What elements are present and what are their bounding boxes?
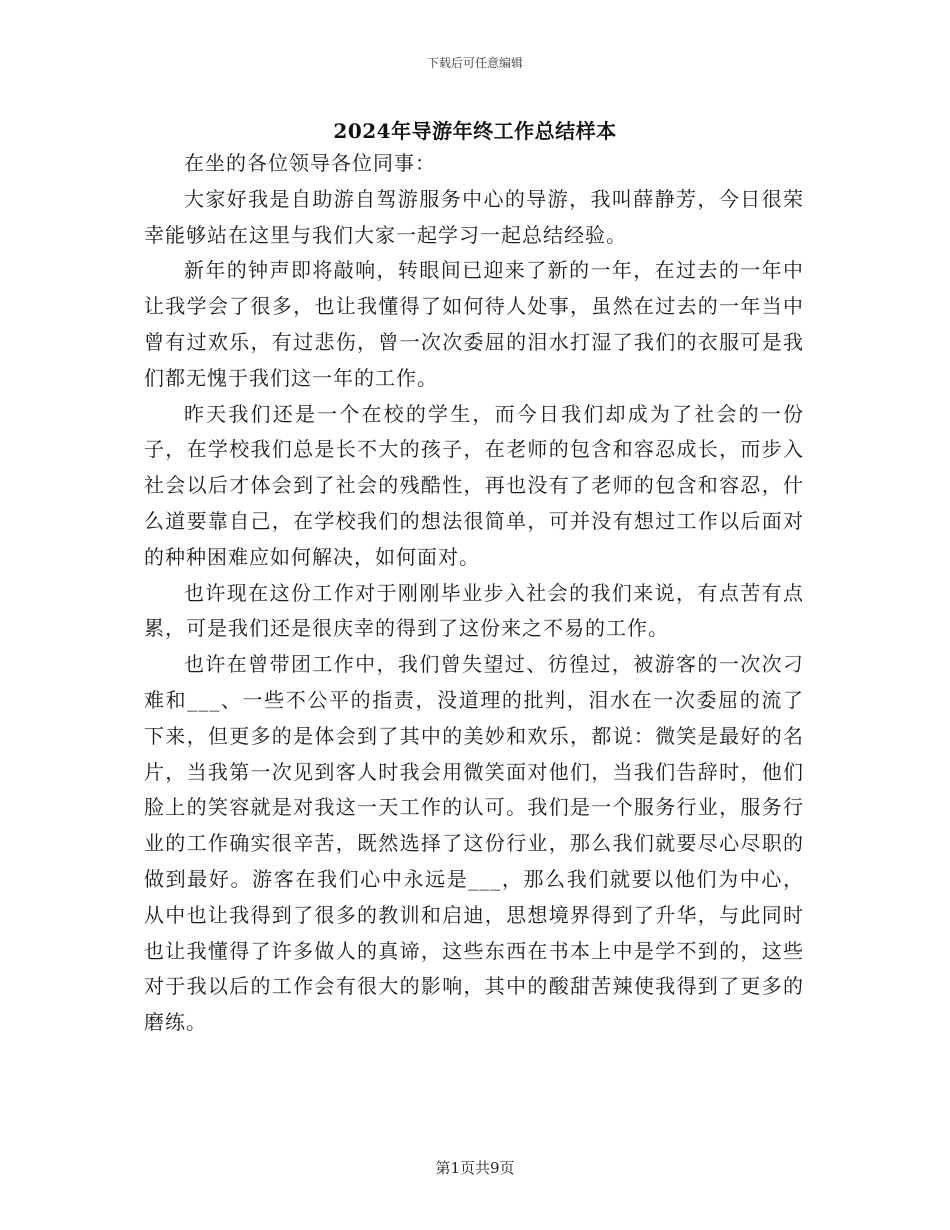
paragraph-intro: 大家好我是自助游自驾游服务中心的导游，我叫薛静芳，今日很荣幸能够站在这里与我们大家一起学习一起总结经验。 [144, 186, 804, 247]
paragraph-yesterday: 昨天我们还是一个在校的学生，而今日我们却成为了社会的一份子，在学校我们总是长不大的孩子，在老师的包含和容忍成长，而步入社会以后才体会到了社会的残酷性，再也没有了老师的包含和容忍，什么道要靠自己，在学校我们的想法很简单，可并没有想过工作以后面对的种种困难应如何解决，如何面对。 [144, 401, 804, 569]
paragraph-new-year: 新年的钟声即将敲响，转眼间已迎来了新的一年，在过去的一年中让我学会了很多，也让我懂得了如何待人处事，虽然在过去的一年当中曾有过欢乐，有过悲伤，曾一次次委屈的泪水打湿了我们的衣服可是我们都无愧于我们这一年的工作。 [144, 258, 804, 390]
page-number: 第1页共9页 [435, 1159, 515, 1177]
paragraph-experience: 也许在曾带团工作中，我们曾失望过、彷徨过，被游客的一次次刁难和___、一些不公平的指责，没道理的批判，泪水在一次委屈的流了下来，但更多的是体会到了其中的美妙和欢乐，都说：微笑是最好的名片，当我第一次见到客人时我会用微笑面对他们，当我们告辞时，他们脸上的笑容就是对我这一天工作的认可。我们是一个服务行业，服务行业的工作确实很辛苦，既然选择了这份行业，那么我们就要尽心尽职的做到最好。游客在我们心中永远是___，那么我们就要以他们为中心，从中也让我得到了很多的教训和启迪，思想境界得到了升华，与此同时也让我懂得了许多做人的真谛，这些东西在书本上中是学不到的，这些对于我以后的工作会有很大的影响，其中的酸甜苦辣使我得到了更多的磨练。 [144, 652, 804, 1035]
paragraph-job: 也许现在这份工作对于刚刚毕业步入社会的我们来说，有点苦有点累，可是我们还是很庆幸的得到了这份来之不易的工作。 [144, 580, 804, 641]
paragraph-greeting: 在坐的各位领导各位同事： [184, 151, 436, 175]
header-note: 下载后可任意编辑 [426, 56, 523, 70]
document-body [144, 146, 804, 1041]
document-title: 2024年导游年终工作总结样本 [333, 119, 617, 143]
